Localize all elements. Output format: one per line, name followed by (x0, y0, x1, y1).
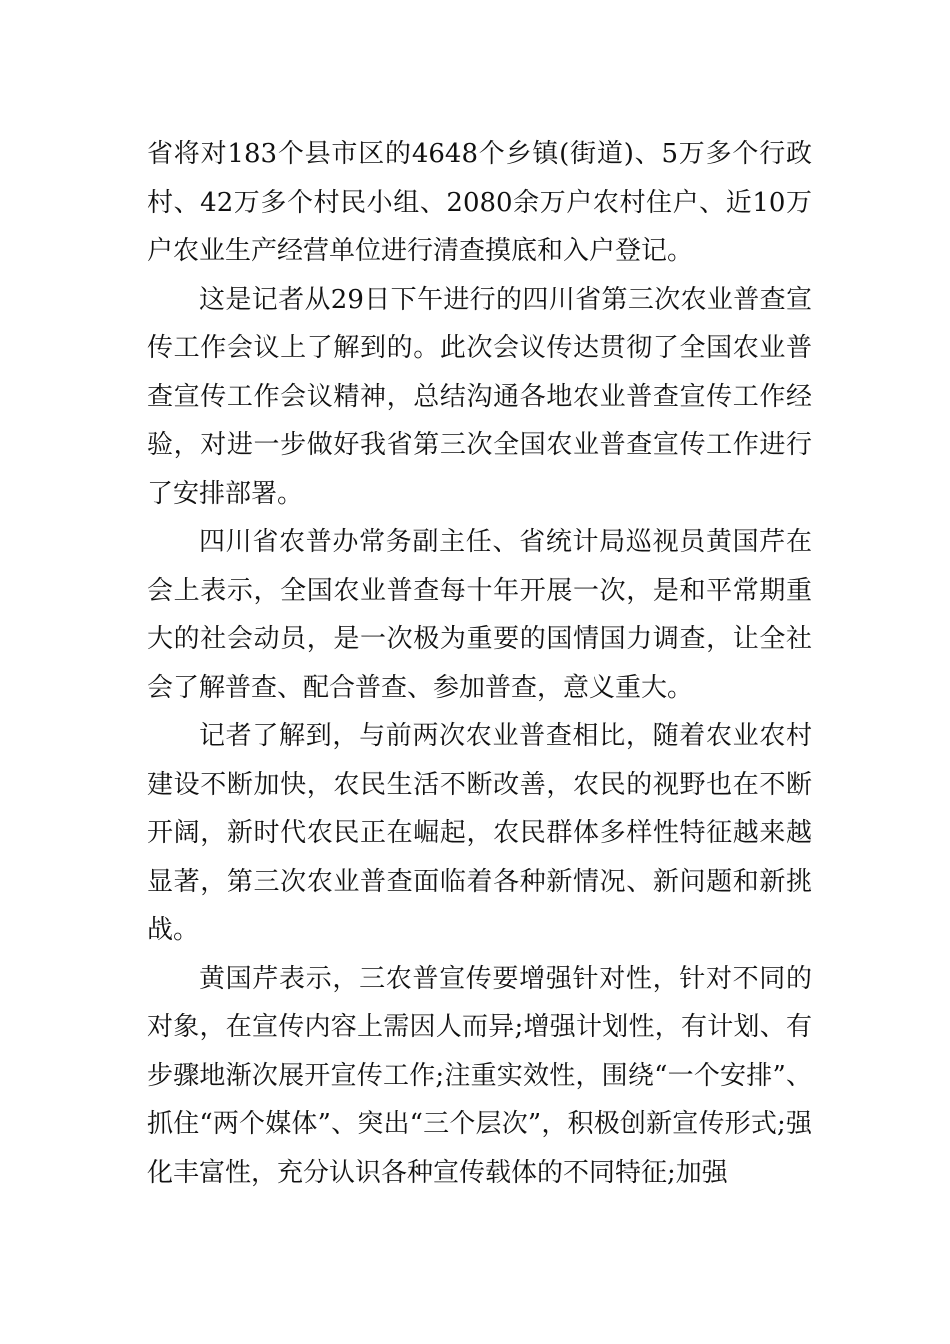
paragraph: 记者了解到，与前两次农业普查相比，随着农业农村建设不断加快，农民生活不断改善，农民的视野也在不断开阔，新时代农民正在崛起，农民群体多样性特征越来越显著，第三次农业普查面临着各种新情况、新问题和新挑战。 (147, 721, 812, 945)
document-body (147, 130, 812, 1197)
paragraph-continuation: 省将对183个县市区的4648个乡镇(街道)、5万多个行政村、42万多个村民小组、2080余万户农村住户、近10万户农业生产经营单位进行清查摸底和入户登记。 (147, 139, 812, 266)
paragraph: 黄国芹表示，三农普宣传要增强针对性，针对不同的对象，在宣传内容上需因人而异;增强计划性，有计划、有步骤地渐次展开宣传工作;注重实效性，围绕“一个安排”、抓住“两个媒体”、突出“三个层次”，积极创新宣传形式;强化丰富性，充分认识各种宣传载体的不同特征;加强 (147, 963, 812, 1188)
paragraph: 四川省农普办常务副主任、省统计局巡视员黄国芹在会上表示，全国农业普查每十年开展一次，是和平常期重大的社会动员，是一次极为重要的国情国力调查，让全社会了解普查、配合普查、参加普查，意义重大。 (147, 527, 812, 703)
paragraph: 这是记者从29日下午进行的四川省第三次农业普查宣传工作会议上了解到的。此次会议传达贯彻了全国农业普查宣传工作会议精神，总结沟通各地农业普查宣传工作经验，对进一步做好我省第三次全国农业普查宣传工作进行了安排部署。 (147, 284, 812, 509)
